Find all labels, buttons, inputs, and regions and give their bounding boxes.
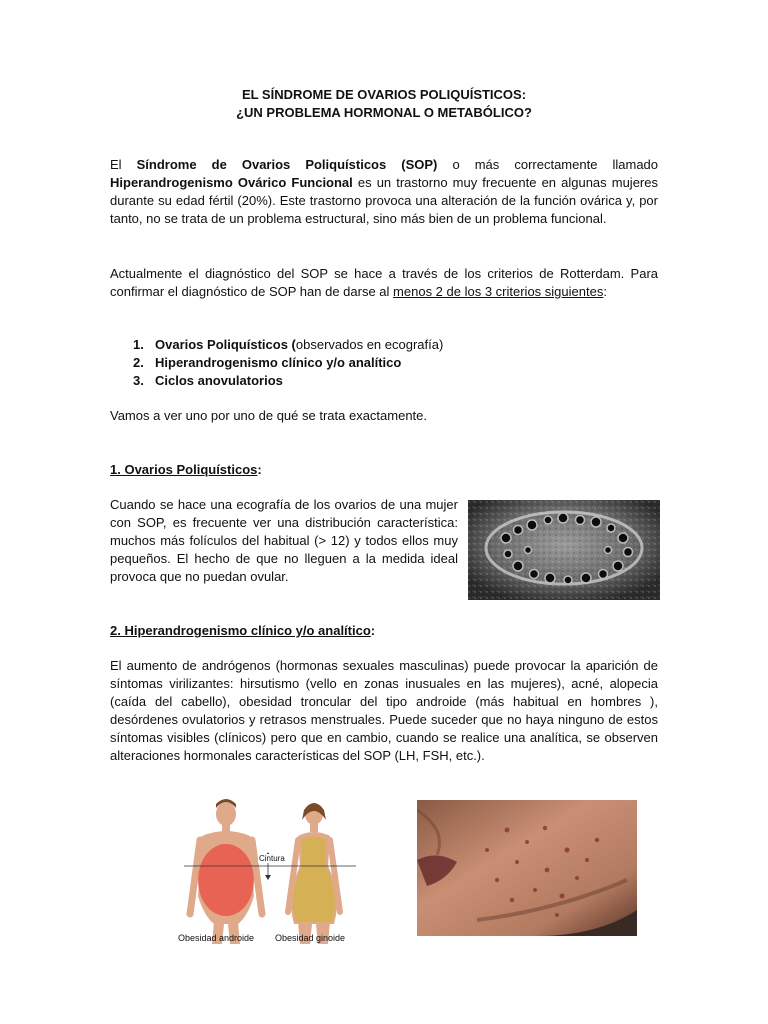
section-1-text: Cuando se hace una ecografía de los ovarios de una mujer con SOP, es frecuente ver una distribución característica: muchos más folículos del habitual (> 12) y todos ellos muy pequeños. El hecho de que no lleguen a la medida ideal provoca que no puedan ovular. (110, 497, 458, 584)
title-line-1: EL SÍNDROME DE OVARIOS POLIQUÍSTICOS: (241, 87, 527, 102)
acne-face-graphic (417, 800, 637, 936)
list-item (133, 354, 443, 372)
intro-paragraph (110, 156, 658, 228)
gynoid-figure (288, 803, 340, 944)
obesity-illustration (178, 796, 362, 946)
caption-android: Obesidad androide (178, 933, 255, 943)
waist-label: Cintura (259, 854, 285, 863)
vamos-paragraph: Vamos a ver uno por uno de qué se trata exactamente. (110, 408, 428, 423)
diagnosis-paragraph (110, 265, 658, 301)
title-line-2: ¿UN PROBLEMA HORMONAL O METABÓLICO? (236, 105, 532, 120)
acne-photo (417, 800, 637, 936)
intro-text-a: El (110, 157, 137, 172)
intro-bold-sop: Síndrome de Ovarios Poliquísticos (SOP) (136, 157, 438, 172)
criterion-label: Ovarios Poliquísticos ( (155, 337, 296, 352)
section-1-heading (110, 461, 262, 479)
section-2-heading (110, 622, 375, 640)
document-title (110, 86, 658, 122)
ultrasound-image (468, 500, 660, 600)
intro-text-b: o más correctamente llamado (437, 157, 659, 172)
section-2-text: El aumento de andrógenos (hormonas sexuales masculinas) puede provocar la aparición de síntomas virilizantes: hirsutismo (vello en zonas inusuales en las mujeres), acné, alopecia (caída del cabello), obesidad troncular del tipo androide (más habitual en hombres ), desórdenes ovulatorios y retrasos menstruales. Puede suceder que no haya ninguno de estos síntomas visibles (clínicos) pero que en cambio, cuando se realice una analítica, se observen alteraciones hormonales características del SOP (LH, FSH, etc.). (110, 658, 658, 763)
android-fat-mark (198, 844, 254, 916)
ultrasound-graphic (468, 500, 660, 600)
criterion-label: Hiperandrogenismo clínico y/o analítico (155, 355, 402, 370)
section-1-heading-text: 1. Ovarios Poliquísticos (110, 462, 258, 477)
criteria-list (133, 336, 443, 390)
obesity-comparison-figure (178, 796, 362, 946)
diagnosis-underlined: menos 2 de los 3 criterios siguientes (393, 284, 604, 299)
intro-bold-hiper: Hiperandrogenismo Ovárico Funcional (110, 175, 353, 190)
list-item (133, 336, 443, 354)
list-number: 3. (133, 373, 144, 388)
caption-gynoid: Obesidad ginoide (275, 933, 346, 943)
criterion-label: Ciclos anovulatorios (155, 373, 283, 388)
diagnosis-text-a: Actualmente el diagnóstico del SOP se hace a través de los criterios de Rotterdam. Para confirmar el diagnóstico de SOP han de darse al (110, 266, 658, 299)
list-item (133, 372, 443, 390)
criterion-note: observados en ecografía) (295, 337, 444, 352)
section-2-heading-text: 2. Hiperandrogenismo clínico y/o analítico (110, 623, 371, 638)
diagnosis-text-b: : (603, 284, 607, 299)
list-number: 2. (133, 355, 144, 370)
section-1-colon: : (257, 462, 262, 477)
list-number: 1. (133, 337, 144, 352)
android-figure (190, 799, 262, 944)
intro-text-c: es un trastorno muy frecuente en algunas mujeres durante su edad fértil (20%). Este trastorno provoca una alteración de la función ovárica y, por tanto, no se trata de un problema estructural, sino más bien de un problema funcional. (110, 175, 658, 226)
section-2-colon: : (370, 623, 376, 638)
